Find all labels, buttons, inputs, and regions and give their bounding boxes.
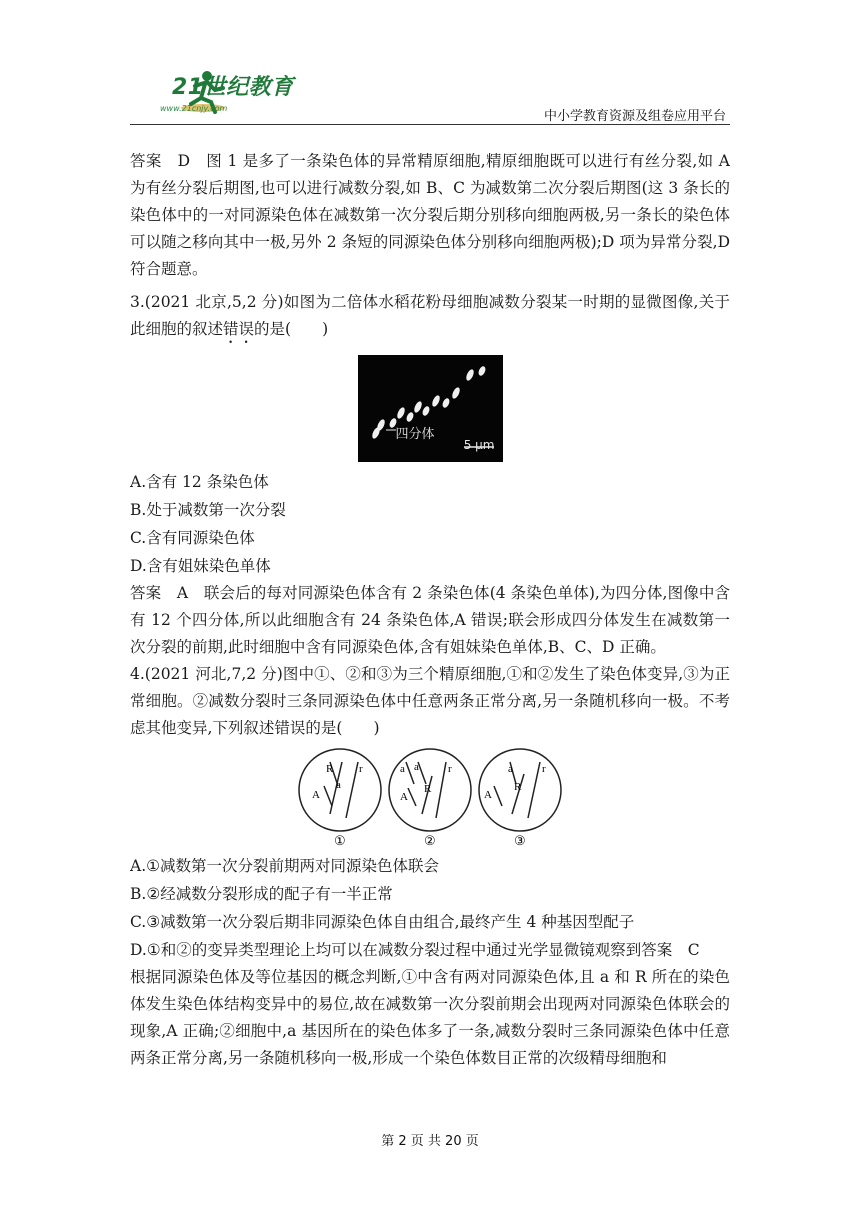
page-footer: 第 2 页 共 20 页	[381, 1134, 479, 1149]
gene-label: R	[326, 763, 334, 775]
header-divider	[130, 124, 730, 125]
q3-stem-emphasis: 错误	[223, 320, 255, 338]
q4-option-a: A.①减数第一次分裂前期两对同源染色体联会	[130, 857, 440, 875]
gene-label: A	[484, 789, 492, 801]
gene-label: A	[400, 791, 408, 803]
answer-paragraph-q2: 答案 D 图 1 是多了一条染色体的异常精原细胞,精原细胞既可以进行有丝分裂,如 A 为有丝分裂后期图,也可以进行减数分裂,如 B、C 为减数第二次分裂后期图(这 3 条长的染色体中的一对同源染色体在减数第一次分裂后期分别移向细胞两极,另一条长的染色体可以随之移向其中一极,另外 2 条短的同源染色体分别移向细胞两极);D 项为异常分裂,D 符合题意。	[130, 152, 730, 278]
cell-3	[479, 749, 561, 831]
gene-label: r	[542, 763, 546, 775]
gene-label: r	[359, 763, 363, 775]
cell-label-3: ③	[514, 833, 526, 848]
cell-1	[299, 749, 381, 831]
cell-label-2: ②	[424, 833, 436, 848]
page-content	[130, 148, 730, 1072]
q3-option-c: C.含有同源染色体	[130, 529, 255, 547]
gene-label: a	[414, 761, 419, 773]
q3-option-a: A.含有 12 条染色体	[130, 473, 269, 491]
gene-label: A	[312, 789, 320, 801]
q3-stem-after: 的是( )	[254, 320, 329, 338]
tetrad-label: 四分体	[395, 427, 435, 442]
scale-bar-label: 5 μm	[463, 438, 495, 452]
cell-label-1: ①	[334, 833, 346, 848]
q3-option-b: B.处于减数第一次分裂	[130, 501, 286, 519]
gene-label: R	[514, 781, 522, 793]
cells-diagram	[296, 748, 564, 848]
logo-text: 21世纪教育	[172, 75, 294, 100]
cells-figure	[296, 748, 564, 848]
q4-option-d: D.①和②的变异类型理论上均可以在减数分裂过程中通过光学显微镜观察到答案 C	[130, 941, 700, 959]
cell-2	[389, 749, 471, 831]
gene-label: a	[336, 779, 341, 791]
q4-option-c: C.③减数第一次分裂后期非同源染色体自由组合,最终产生 4 种基因型配子	[130, 913, 635, 931]
gene-label: a	[508, 763, 513, 775]
q4-answer: 根据同源染色体及等位基因的概念判断,①中含有两对同源染色体,且 a 和 R 所在的染色体发生染色体结构变异中的易位,故在减数第一次分裂前期会出现两对同源染色体联会的现象,A 正确;②细胞中,a 基因所在的染色体多了一条,减数分裂时三条同源染色体中任意两条正常分离,另一条随机移向一极,形成一个染色体数目正常的次级精母细胞和	[130, 968, 730, 1067]
q4-option-b: B.②经减数分裂形成的配子有一半正常	[130, 885, 393, 903]
q3-option-d: D.含有姐妹染色单体	[130, 557, 271, 575]
question-4-stem: 4.(2021 河北,7,2 分)图中①、②和③为三个精原细胞,①和②发生了染色体变异,③为正常细胞。②减数分裂时三条同源染色体中任意两条正常分离,另一条随机移向一极。不考虑其他变异,下列叙述错误的是( )	[130, 665, 730, 737]
q3-stem-before: 3.(2021 北京,5,2 分)如图为二倍体水稻花粉母细胞减数分裂某一时期的显微图像,关于此细胞的叙述	[130, 293, 730, 338]
q3-answer: 答案 A 联会后的每对同源染色体含有 2 条染色体(4 条染色单体),为四分体,图像中含有 12 个四分体,所以此细胞含有 24 条染色体,A 错误;联会形成四分体发生在减数第一次分裂的前期,此时细胞中含有同源染色体,含有姐妹染色单体,B、C、D 正确。	[130, 584, 730, 656]
logo-url: www.21cnjy.com	[160, 104, 228, 113]
question-3-stem	[130, 289, 730, 347]
page-header	[0, 0, 860, 130]
gene-label: a	[400, 763, 405, 775]
micrograph-figure	[358, 355, 503, 462]
gene-label: R	[424, 783, 432, 795]
header-title: 中小学教育资源及组卷应用平台	[543, 109, 726, 124]
gene-label: r	[448, 763, 452, 775]
